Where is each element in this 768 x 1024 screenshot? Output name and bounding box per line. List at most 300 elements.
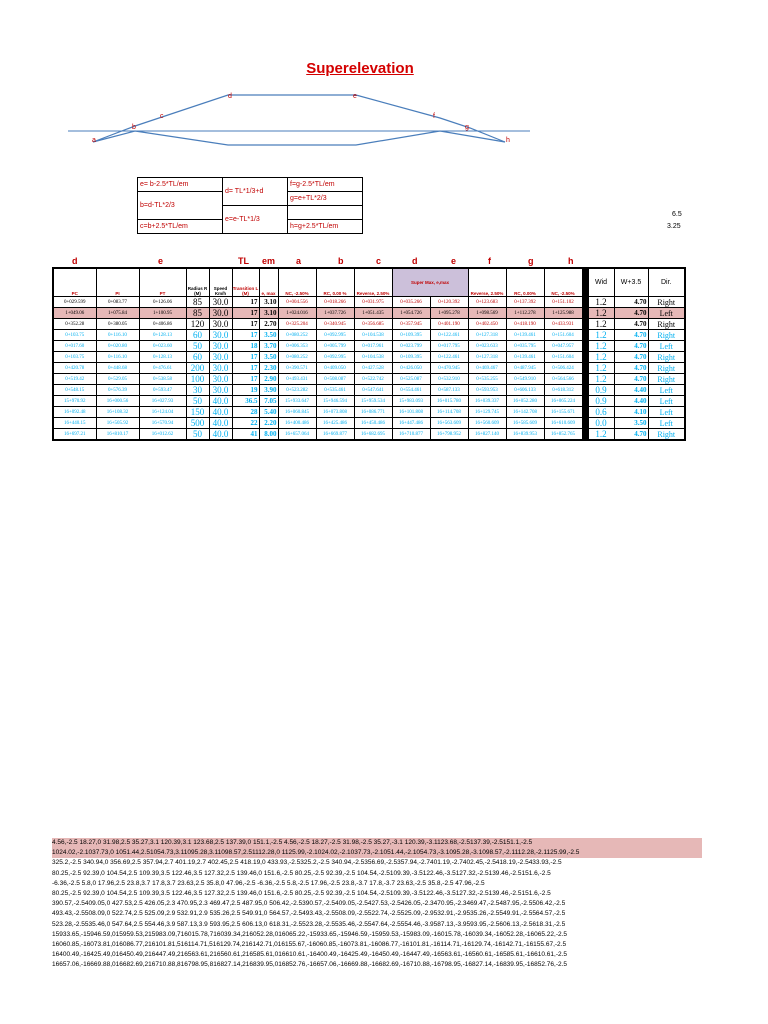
cell-pi: 0+576.39 — [96, 385, 139, 396]
cell-d: 1+054.726 — [392, 308, 430, 319]
cell-g: 0+035.795 — [506, 341, 544, 352]
cell-v: 30.0 — [209, 352, 232, 363]
cell-a: 0+493.431 — [278, 374, 316, 385]
side-value: 3.25 — [667, 223, 681, 230]
cell-em: 3.90 — [259, 385, 278, 396]
cell-r: 50 — [186, 341, 209, 352]
formula-cell: h=g+2.5*TL/em — [288, 220, 363, 234]
cell-a: 0+325.204 — [278, 319, 316, 330]
cell-wid: 1.2 — [588, 297, 614, 308]
column-letter: c — [376, 256, 382, 266]
cell-tl: 19 — [232, 385, 259, 396]
cell-dir: Right — [648, 319, 685, 330]
cell-pt: 16+012.62 — [139, 429, 186, 441]
cell-g: 0+139.461 — [506, 330, 544, 341]
cell-g: 1+112.278 — [506, 308, 544, 319]
table-row — [53, 418, 685, 429]
profile-line-upper — [93, 95, 505, 142]
cell-v: 40.0 — [209, 429, 232, 441]
cell-d: 0+109.395 — [392, 330, 430, 341]
cell-a: 16+657.064 — [278, 429, 316, 441]
column-letter: b — [338, 256, 344, 266]
cell-h: 16+852.765 — [544, 429, 582, 441]
cell-pi: 0+020.80 — [96, 341, 139, 352]
cell-em: 7.05 — [259, 396, 278, 407]
cell-h: 0+433.931 — [544, 319, 582, 330]
cell-b: 0+092.995 — [316, 330, 354, 341]
diagram-point-label: d — [228, 93, 232, 100]
cell-e: 0+017.795 — [430, 341, 468, 352]
cell-pt: 1+100.95 — [139, 308, 186, 319]
cell-c: 0+031.975 — [354, 297, 392, 308]
cell-pc: 16+697.21 — [53, 429, 96, 441]
formula-cell: g=e+TL*2/3 — [288, 192, 363, 206]
cell-pt: 0+593.47 — [139, 385, 186, 396]
table-row — [53, 429, 685, 441]
cell-em: 2.30 — [259, 363, 278, 374]
cell-w: 4.70 — [614, 308, 648, 319]
cell-pi: 0+083.77 — [96, 297, 139, 308]
column-letter: em — [262, 256, 276, 266]
cell-v: 40.0 — [209, 407, 232, 418]
raw-line: 523.28,-2.5535.46,0 547.64,2.5 554.46,3.9 587.13,3.9 593.95,2.5 606.13,0 618.31,-2.5523.28,-2.5535.46,-2.5547.64,-2.5554.46,-3.9587.13,-3.9593.95,-2.5606.13,-2.5618.31,-2.5 — [52, 920, 566, 928]
header-pi: PI — [96, 268, 139, 297]
raw-line: 390.57,-2.5409.05,0 427.53,2.5 426.05,2.3 470.95,2.3 469.47,2.5 487.95,0 506.42,-2.5390.57,-2.5409.05,-2.5427.53,-2.5426.05,-2.3470.95,-2.3469.47,-2.5487.95,-2.5506.42,-2.5 — [52, 900, 566, 908]
cell-pc: 0+103.75 — [53, 352, 96, 363]
cell-r: 500 — [186, 418, 209, 429]
formula-cell: e=e-TL*1/3 — [223, 206, 288, 234]
cell-f: 0+535.255 — [468, 374, 506, 385]
cell-f: 0+123.683 — [468, 297, 506, 308]
cell-h: 1+125.988 — [544, 308, 582, 319]
cell-em: 2.70 — [259, 319, 278, 330]
cell-tl: 17 — [232, 374, 259, 385]
cell-dir: Right — [648, 352, 685, 363]
cell-wid: 1.2 — [588, 330, 614, 341]
header-f: Reverse, 2.50% — [468, 268, 506, 297]
cell-e: 0+401.190 — [430, 319, 468, 330]
diagram-point-label: e — [353, 93, 357, 100]
cell-a: 0+523.282 — [278, 385, 316, 396]
formula-cell — [288, 206, 363, 220]
cell-f: 16+129.745 — [468, 407, 506, 418]
cell-c: 15+959.534 — [354, 396, 392, 407]
cell-e: 0+122.461 — [430, 352, 468, 363]
cell-g: 0+418.190 — [506, 319, 544, 330]
cell-h: 16+155.671 — [544, 407, 582, 418]
raw-line: 16400.49,-16425.49,016450.49,216447.49,216563.61,216560.61,216585.61,016610.61,-16400.49,-16425.49,-16450.49,-16447.49,-16563.61,-16560.61,-16585.61,-16610.61,-2.5 — [52, 951, 568, 959]
cell-tl: 17 — [232, 308, 259, 319]
cell-pi: 16+108.32 — [96, 407, 139, 418]
cell-pt: 0+128.13 — [139, 330, 186, 341]
cell-em: 3.10 — [259, 308, 278, 319]
cell-b: 16+425.486 — [316, 418, 354, 429]
cell-r: 60 — [186, 330, 209, 341]
formula-cell: f=g-2.5*TL/em — [288, 178, 363, 192]
cell-pc: 0+420.78 — [53, 363, 96, 374]
cell-wid: 1.2 — [588, 429, 614, 441]
cell-v: 30.0 — [209, 308, 232, 319]
cell-r: 50 — [186, 429, 209, 441]
cell-f: 0+023.633 — [468, 341, 506, 352]
cell-tl: 36.5 — [232, 396, 259, 407]
cell-wid: 1.2 — [588, 341, 614, 352]
cell-v: 30.0 — [209, 385, 232, 396]
cell-g: 16+142.708 — [506, 407, 544, 418]
cell-b: 1+037.726 — [316, 308, 354, 319]
formula-cell: b=d-TL*2/3 — [138, 192, 223, 220]
cell-c: 1+051.435 — [354, 308, 392, 319]
cell-v: 30.0 — [209, 363, 232, 374]
cell-f: 0+127.318 — [468, 330, 506, 341]
cell-pt: 16+570.94 — [139, 418, 186, 429]
cell-d: 16+710.877 — [392, 429, 430, 441]
diagram-point-label: c — [160, 113, 164, 120]
cell-w: 4.70 — [614, 363, 648, 374]
cell-a: 16+060.845 — [278, 407, 316, 418]
cell-f: 16+560.609 — [468, 418, 506, 429]
diagram-point-label: g — [465, 124, 469, 131]
cell-b: 16+669.877 — [316, 429, 354, 441]
column-letter: e — [158, 256, 164, 266]
cell-a: 0+006.353 — [278, 341, 316, 352]
cell-pi: 0+448.68 — [96, 363, 139, 374]
cell-em: 8.00 — [259, 429, 278, 441]
cell-em: 5.40 — [259, 407, 278, 418]
cell-v: 40.0 — [209, 418, 232, 429]
cell-r: 85 — [186, 308, 209, 319]
header-transition: Transition L (M) — [232, 268, 259, 297]
table-row — [53, 308, 685, 319]
cell-b: 16+073.808 — [316, 407, 354, 418]
cell-f: 16+827.140 — [468, 429, 506, 441]
cell-pc: 0+029.599 — [53, 297, 96, 308]
profile-line-lower — [93, 131, 505, 145]
cell-b: 0+340.945 — [316, 319, 354, 330]
cell-h: 0+564.566 — [544, 374, 582, 385]
cell-v: 30.0 — [209, 374, 232, 385]
cell-d: 16+101.808 — [392, 407, 430, 418]
cell-v: 30.0 — [209, 330, 232, 341]
cell-c: 0+522.742 — [354, 374, 392, 385]
cell-v: 40.0 — [209, 396, 232, 407]
cell-tl: 22 — [232, 418, 259, 429]
cell-d: 15+983.093 — [392, 396, 430, 407]
cell-pt: 16+124.04 — [139, 407, 186, 418]
cell-em: 2.20 — [259, 418, 278, 429]
cell-r: 150 — [186, 407, 209, 418]
cell-c: 0+427.528 — [354, 363, 392, 374]
cell-dir: Right — [648, 429, 685, 441]
raw-line: 15933.65,-15946.59,015959.53,215983.09,716015.78,716039.34,216052.28,016065.22,-15933.65,-15946.59,-15959.53,-15983.09,-16015.78,-16039.34,-16052.28,-16065.22,-2.5 — [52, 930, 568, 938]
cell-b: 0+018.266 — [316, 297, 354, 308]
cell-c: 0+356.685 — [354, 319, 392, 330]
cell-b: 0+535.461 — [316, 385, 354, 396]
cell-h: 16+610.609 — [544, 418, 582, 429]
cell-w: 3.50 — [614, 418, 648, 429]
cell-g: 0+139.461 — [506, 352, 544, 363]
cell-pi: 0+529.05 — [96, 374, 139, 385]
cell-g: 16+839.953 — [506, 429, 544, 441]
cell-a: 0+080.252 — [278, 352, 316, 363]
cell-pt: 16+027.93 — [139, 396, 186, 407]
cell-pt: 0+476.61 — [139, 363, 186, 374]
cell-dir: Left — [648, 385, 685, 396]
table-row — [53, 396, 685, 407]
header-dir: Dir. — [648, 268, 685, 297]
raw-line: 16060.85,-16073.81,016086.77,216101.81,516114.71,516129.74,216142.71,016155.67,-16060.85,-16073.81,-16086.77,-16101.81,-16114.71,-16129.74,-16142.71,-16155.67,-2.5 — [52, 940, 567, 948]
formula-cell: c=b+2.5*TL/em — [138, 220, 223, 234]
cell-r: 200 — [186, 363, 209, 374]
cell-a: 1+024.016 — [278, 308, 316, 319]
cell-c: 0+547.641 — [354, 385, 392, 396]
column-letter: f — [488, 256, 491, 266]
cell-b: 0+409.050 — [316, 363, 354, 374]
cell-f: 0+593.953 — [468, 385, 506, 396]
cell-pc: 16+440.15 — [53, 418, 96, 429]
table-row — [53, 341, 685, 352]
column-letter: d — [72, 256, 78, 266]
cell-a: 0+390.571 — [278, 363, 316, 374]
cell-h: 0+506.424 — [544, 363, 582, 374]
cell-pt: 0+023.60 — [139, 341, 186, 352]
cell-w: 4.70 — [614, 330, 648, 341]
diagram-point-label: f — [433, 113, 435, 120]
table-row — [53, 363, 685, 374]
cell-wid: 1.2 — [588, 352, 614, 363]
formula-cell: d= TL*1/3+d — [223, 178, 288, 206]
cell-h: 0+151.604 — [544, 330, 582, 341]
cell-c: 16+450.486 — [354, 418, 392, 429]
cell-v: 30.0 — [209, 297, 232, 308]
header-radius: Radius R (M) — [186, 268, 209, 297]
cell-h: 16+065.224 — [544, 396, 582, 407]
cell-h: 0+618.312 — [544, 385, 582, 396]
cell-f: 0+127.318 — [468, 352, 506, 363]
cell-r: 30 — [186, 385, 209, 396]
cell-pt: 0+126.06 — [139, 297, 186, 308]
cell-pt: 0+406.86 — [139, 319, 186, 330]
header-g: RC, 0.00% — [506, 268, 544, 297]
cell-b: 15+946.594 — [316, 396, 354, 407]
cell-w: 4.70 — [614, 374, 648, 385]
cell-em: 3.50 — [259, 330, 278, 341]
cell-e: 0+470.945 — [430, 363, 468, 374]
column-letter: TL — [238, 256, 249, 266]
table-row — [53, 330, 685, 341]
cell-c: 0+104.538 — [354, 330, 392, 341]
cell-f: 1+098.569 — [468, 308, 506, 319]
cell-pc: 16+092.48 — [53, 407, 96, 418]
cell-h: 0+151.102 — [544, 297, 582, 308]
cell-h: 0+151.604 — [544, 352, 582, 363]
cell-dir: Right — [648, 374, 685, 385]
cell-dir: Right — [648, 297, 685, 308]
cell-w: 4.70 — [614, 297, 648, 308]
header-h: NC, -2.50% — [544, 268, 582, 297]
raw-line: 80.25,-2.5 92.39,0 104.54,2.5 109.39,3.5 122.46,3.5 127.32,2.5 139.46,0 151.6,-2.5 80.25,-2.5 92.39,-2.5 104.54,-2.5109.39,-3.5122.46,-3.5127.32,-2.5139.46,-2.5151.6,-2.5 — [52, 889, 551, 897]
cell-c: 16+682.695 — [354, 429, 392, 441]
cell-r: 100 — [186, 374, 209, 385]
cell-wid: 0.9 — [588, 385, 614, 396]
cell-pc: 1+049.06 — [53, 308, 96, 319]
cell-c: 0+104.538 — [354, 352, 392, 363]
cell-dir: Right — [648, 330, 685, 341]
cell-c: 0+017.961 — [354, 341, 392, 352]
cell-dir: Left — [648, 308, 685, 319]
cell-e: 0+532.910 — [430, 374, 468, 385]
cell-em: 3.10 — [259, 297, 278, 308]
column-letter: a — [296, 256, 302, 266]
column-letter: h — [568, 256, 574, 266]
cell-em: 3.70 — [259, 341, 278, 352]
cell-pc: 0+519.42 — [53, 374, 96, 385]
cell-b: 0+508.087 — [316, 374, 354, 385]
cell-e: 0+587.133 — [430, 385, 468, 396]
column-letter: d — [412, 256, 418, 266]
cell-tl: 17 — [232, 330, 259, 341]
cell-d: 0+035.266 — [392, 297, 430, 308]
cell-pi: 16+000.56 — [96, 396, 139, 407]
cell-pc: 0+352.28 — [53, 319, 96, 330]
cell-w: 4.40 — [614, 385, 648, 396]
cell-dir: Left — [648, 418, 685, 429]
cell-pi: 16+810.17 — [96, 429, 139, 441]
cell-w: 4.70 — [614, 429, 648, 441]
cell-g: 16+585.609 — [506, 418, 544, 429]
cell-d: 0+426.050 — [392, 363, 430, 374]
cell-tl: 28 — [232, 407, 259, 418]
cell-g: 0+487.945 — [506, 363, 544, 374]
cell-a: 16+400.486 — [278, 418, 316, 429]
header-emax: e, max — [259, 268, 278, 297]
cell-h: 0+047.957 — [544, 341, 582, 352]
cell-wid: 0.6 — [588, 407, 614, 418]
cell-v: 30.0 — [209, 341, 232, 352]
header-supermax: Super Max, e,max — [392, 268, 468, 297]
cell-e: 16+563.609 — [430, 418, 468, 429]
cell-wid: 0.9 — [588, 396, 614, 407]
raw-line: 325.2,-2.5 340.94,0 356.69,2.5 357.94,2.7 401.19,2.7 402.45,2.5 418.19,0 433.93,-2.5325.2,-2.5 340.94,-2.5356.69,-2.5357.94,-2.7401.19,-2.7402.45,-2.5418.19,-2.5433.93,-2.5 — [52, 859, 562, 867]
header-a: NC, -2.50% — [278, 268, 316, 297]
cell-d: 16+447.486 — [392, 418, 430, 429]
header-speed: Speed Km/h — [209, 268, 232, 297]
column-letter: g — [528, 256, 534, 266]
header-c: Reverse, 2.50% — [354, 268, 392, 297]
cell-pi: 16+505.92 — [96, 418, 139, 429]
cell-b: 0+005.799 — [316, 341, 354, 352]
cell-f: 0+469.467 — [468, 363, 506, 374]
cell-tl: 17 — [232, 352, 259, 363]
cell-tl: 18 — [232, 341, 259, 352]
cell-pc: 0+103.75 — [53, 330, 96, 341]
raw-line: 493.43,-2.5508.09,0 522.74,2.5 525.09,2.9 532.91,2.9 535.26,2.5 549.91,0 564.57,-2.5493.43,-2.5508.09,-2.5522.74,-2.5525.09,-2.9532.91,-2.9535.26,-2.5549.91,-2.5564.57,-2.5 — [52, 910, 566, 918]
cell-e: 16+015.780 — [430, 396, 468, 407]
cell-c: 16+086.771 — [354, 407, 392, 418]
cell-pi: 1+075.84 — [96, 308, 139, 319]
table-row — [53, 385, 685, 396]
cell-e: 0+122.461 — [430, 330, 468, 341]
cell-f: 0+402.450 — [468, 319, 506, 330]
cell-tl: 41 — [232, 429, 259, 441]
table-row — [53, 297, 685, 308]
cell-pc: 15+970.92 — [53, 396, 96, 407]
header-b: RC, 0.00 % — [316, 268, 354, 297]
cell-wid: 1.2 — [588, 319, 614, 330]
raw-line: 16657.06,-16669.88,016682.69,216710.88,816798.95,816827.14,216839.95,016852.76,-16657.06,-16669.88,-16682.69,-16710.88,-16798.95,-16827.14,-16839.95,-16852.76,-2.5 — [52, 961, 568, 969]
cell-pi: 0+116.10 — [96, 352, 139, 363]
cell-r: 60 — [186, 352, 209, 363]
table-row — [53, 407, 685, 418]
cell-r: 50 — [186, 396, 209, 407]
cell-em: 2.90 — [259, 374, 278, 385]
cell-e: 1+095.278 — [430, 308, 468, 319]
raw-line: 4.56,-2.5 18.27,0 31.98,2.5 35.27,3.1 120.39,3.1 123.68,2.5 137.39,0 151.1,-2.5 4.56,-2.5 18.27,-2.5 31.98,-2.5 35.27,-3.1 120.39,-3.1123.68,-2.5137.39,-2.5151.1,-2.5 — [52, 838, 702, 848]
cell-pc: 0+017.60 — [53, 341, 96, 352]
cell-g: 0+549.910 — [506, 374, 544, 385]
diagram-point-label: b — [132, 124, 136, 131]
raw-line: -6.36,-2.5 5.8,0 17.96,2.5 23.8,3.7 17.8,3.7 23.63,2.5 35.8,0 47.96,-2.5 -6.36,-2.5 5.8,-2.5 17.96,-2.5 23.8,-3.7 17.8,-3.7 23.63,-2.5 35.8,-2.5 47.96,-2.5 — [52, 879, 485, 887]
cell-w: 4.70 — [614, 341, 648, 352]
raw-coordinate-lines — [52, 838, 702, 970]
cell-dir: Left — [648, 396, 685, 407]
cell-wid: 0.0 — [588, 418, 614, 429]
superelevation-table — [52, 267, 686, 441]
cell-d: 0+023.799 — [392, 341, 430, 352]
column-letter: e — [451, 256, 457, 266]
header-pt: PT — [139, 268, 186, 297]
cell-d: 0+357.945 — [392, 319, 430, 330]
cell-a: 0+080.252 — [278, 330, 316, 341]
cell-f: 16+039.337 — [468, 396, 506, 407]
cell-pi: 0+380.05 — [96, 319, 139, 330]
cell-g: 0+137.392 — [506, 297, 544, 308]
cell-tl: 17 — [232, 319, 259, 330]
cell-e: 16+114.708 — [430, 407, 468, 418]
cell-dir: Left — [648, 341, 685, 352]
cell-pc: 0+548.15 — [53, 385, 96, 396]
cell-d: 0+109.395 — [392, 352, 430, 363]
header-w35: W+3.5 — [614, 268, 648, 297]
cell-wid: 1.2 — [588, 374, 614, 385]
cell-w: 4.70 — [614, 319, 648, 330]
cell-g: 0+606.133 — [506, 385, 544, 396]
cell-em: 3.50 — [259, 352, 278, 363]
cell-g: 16+052.280 — [506, 396, 544, 407]
cell-e: 16+798.952 — [430, 429, 468, 441]
cell-d: 0+554.461 — [392, 385, 430, 396]
formula-cell: e= b-2.5*TL/em — [138, 178, 223, 192]
cell-w: 4.70 — [614, 352, 648, 363]
table-row — [53, 374, 685, 385]
table-row — [53, 352, 685, 363]
cell-wid: 1.2 — [588, 363, 614, 374]
superelevation-diagram — [60, 85, 530, 155]
cell-tl: 17 — [232, 297, 259, 308]
cell-r: 120 — [186, 319, 209, 330]
cell-e: 0+120.392 — [430, 297, 468, 308]
cell-tl: 17 — [232, 363, 259, 374]
page-title: Superelevation — [306, 60, 414, 77]
header-pc: PC — [53, 268, 96, 297]
cell-a: 15+933.647 — [278, 396, 316, 407]
raw-line: 1024.02,-2.1037.73,0 1051.44,2.51054.73,3.11095.28,3.11098.57,2.51112.28,0 1125.99,-2.1024.02,-2.1037.73,-2.1051.44,-2.1054.73,-3.1095.28,-3.1098.57,-2.1112.28,-2.1125.99,-2.5 — [52, 848, 702, 858]
cell-d: 0+525.087 — [392, 374, 430, 385]
cell-dir: Left — [648, 407, 685, 418]
diagram-point-label: a — [92, 137, 96, 144]
cell-a: 0+004.556 — [278, 297, 316, 308]
cell-w: 4.40 — [614, 396, 648, 407]
